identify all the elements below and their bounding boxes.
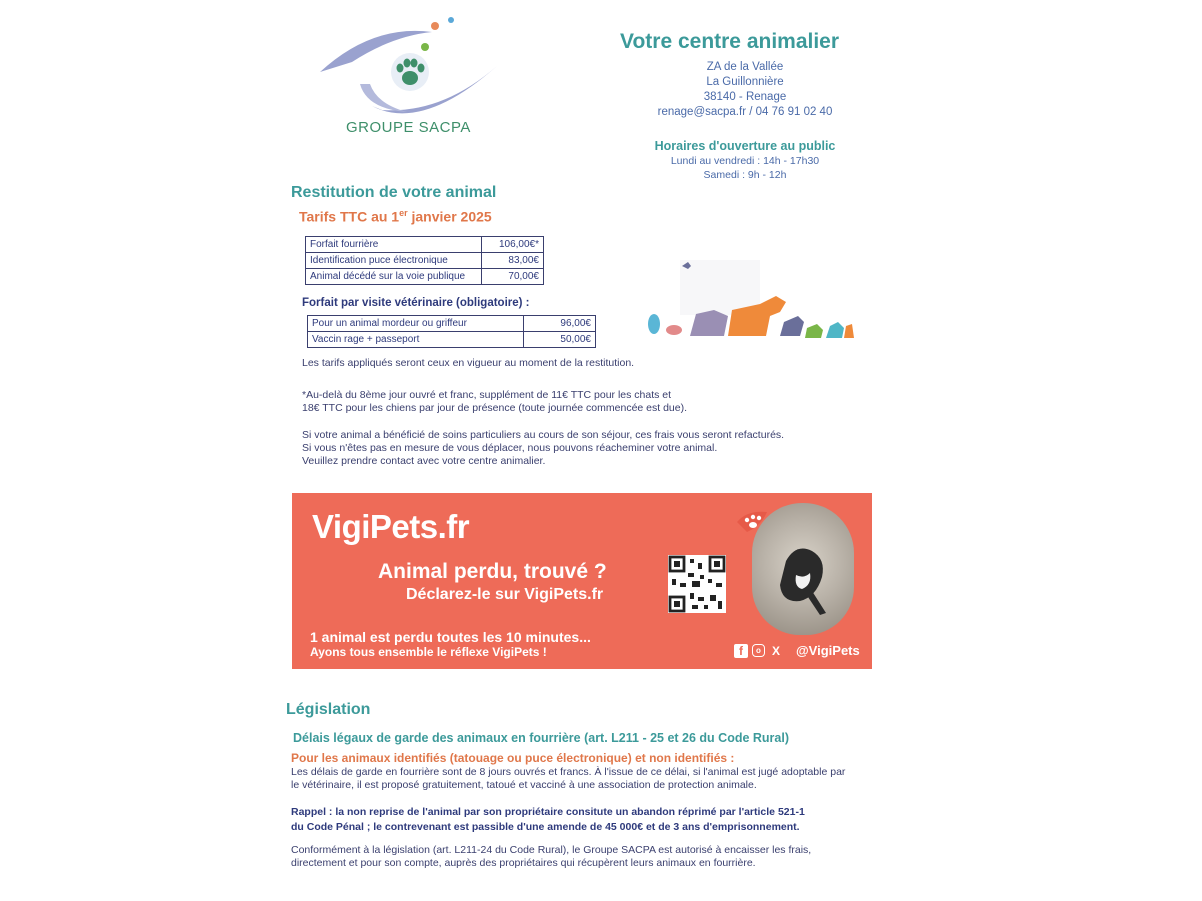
tarif-table: [305, 236, 544, 285]
legislation-text: Les délais de garde en fourrière sont de 8 jours ouvrés et francs. À l'issue de ce délai, si l'animal est jugé adoptable par: [291, 766, 846, 778]
legislation-text: directement et pour son compte, auprès des propriétaires qui récupèrent leurs animaux en fourrière.: [291, 857, 756, 869]
logo-text: GROUPE SACPA: [346, 119, 471, 136]
contact-line: renage@sacpa.fr / 04 76 91 02 40: [657, 106, 833, 118]
table-row: Animal décédé sur la voie publique 70,00€: [306, 269, 544, 285]
table-row: Identification puce électronique 83,00€: [306, 253, 544, 269]
center-title: Votre centre animalier: [620, 30, 840, 53]
vigipets-slogan: Ayons tous ensemble le réflexe VigiPets !: [310, 645, 547, 659]
vigipets-subline: Déclarez-le sur VigiPets.fr: [406, 586, 604, 603]
vigipets-logo: VigiPets.fr: [312, 508, 470, 545]
hours-title: Horaires d'ouverture au public: [654, 139, 836, 153]
table-row: Vaccin rage + passeport 50,00€: [308, 332, 596, 348]
table-row: Forfait fourrière 106,00€*: [306, 237, 544, 253]
address-line: ZA de la Vallée: [706, 61, 784, 73]
instagram-icon[interactable]: o: [752, 644, 765, 657]
note-text: Les tarifs appliqués seront ceux en vigueur au moment de la restitution.: [302, 357, 635, 369]
vigipets-headline: Animal perdu, trouvé ?: [378, 560, 607, 583]
address-line: La Guillonnière: [706, 76, 784, 88]
vigipets-handle: @VigiPets: [796, 643, 860, 658]
section-title: Restitution de votre animal: [291, 184, 497, 201]
vigipets-stat: 1 animal est perdu toutes les 10 minutes...: [310, 629, 591, 645]
note-text: 18€ TTC pour les chiens par jour de présence (toute journée commencée est due).: [302, 402, 688, 414]
social-icons: [734, 642, 787, 660]
paw-icon: [733, 508, 771, 538]
note-text: Si vous n'êtes pas en mesure de vous déplacer, nous pouvons réacheminer votre animal.: [302, 442, 718, 454]
note-text: Si votre animal a bénéficié de soins particuliers au cours de son séjour, ces frais vous seront refacturés.: [302, 429, 785, 441]
hours-line: Samedi : 9h - 12h: [703, 169, 787, 181]
rappel-text: du Code Pénal ; le contrevenant est passible d'une amende de 45 000€ et de 3 ans d'emprisonnement.: [291, 821, 800, 833]
animals-illustration: [640, 258, 855, 344]
note-text: *Au-delà du 8ème jour ouvré et franc, supplément de 11€ TTC pour les chats et: [302, 389, 672, 401]
note-text: Veuillez prendre contact avec votre centre animalier.: [302, 455, 546, 467]
legislation-title: Législation: [286, 701, 371, 718]
forfait-table: [307, 315, 596, 348]
address-line: 38140 - Renage: [703, 91, 787, 103]
hours-line: Lundi au vendredi : 14h - 17h30: [670, 155, 820, 167]
facebook-icon[interactable]: f: [734, 644, 748, 658]
x-icon[interactable]: X: [771, 643, 780, 658]
legislation-subtitle: Délais légaux de garde des animaux en fourrière (art. L211 - 25 et 26 du Code Rural): [293, 731, 790, 745]
forfait-title: Forfait par visite vétérinaire (obligatoire) :: [302, 297, 530, 309]
qr-code[interactable]: [668, 555, 726, 613]
legislation-text: le vétérinaire, il est proposé gratuitement, tatoué et vacciné à une association de protection animale.: [291, 779, 757, 791]
tarifs-title: Tarifs TTC au 1er janvier 2025: [299, 208, 492, 225]
legislation-highlight: Pour les animaux identifiés (tatouage ou puce électronique) et non identifiés :: [291, 751, 735, 765]
table-row: Pour un animal mordeur ou griffeur 96,00€: [308, 316, 596, 332]
rappel-text: Rappel : la non reprise de l'animal par son propriétaire consitute un abandon réprimé par l'article 521-1: [291, 806, 805, 818]
legislation-text: Conformément à la législation (art. L211-24 du Code Rural), le Groupe SACPA est autorisé à encaisser les frais,: [291, 844, 812, 856]
